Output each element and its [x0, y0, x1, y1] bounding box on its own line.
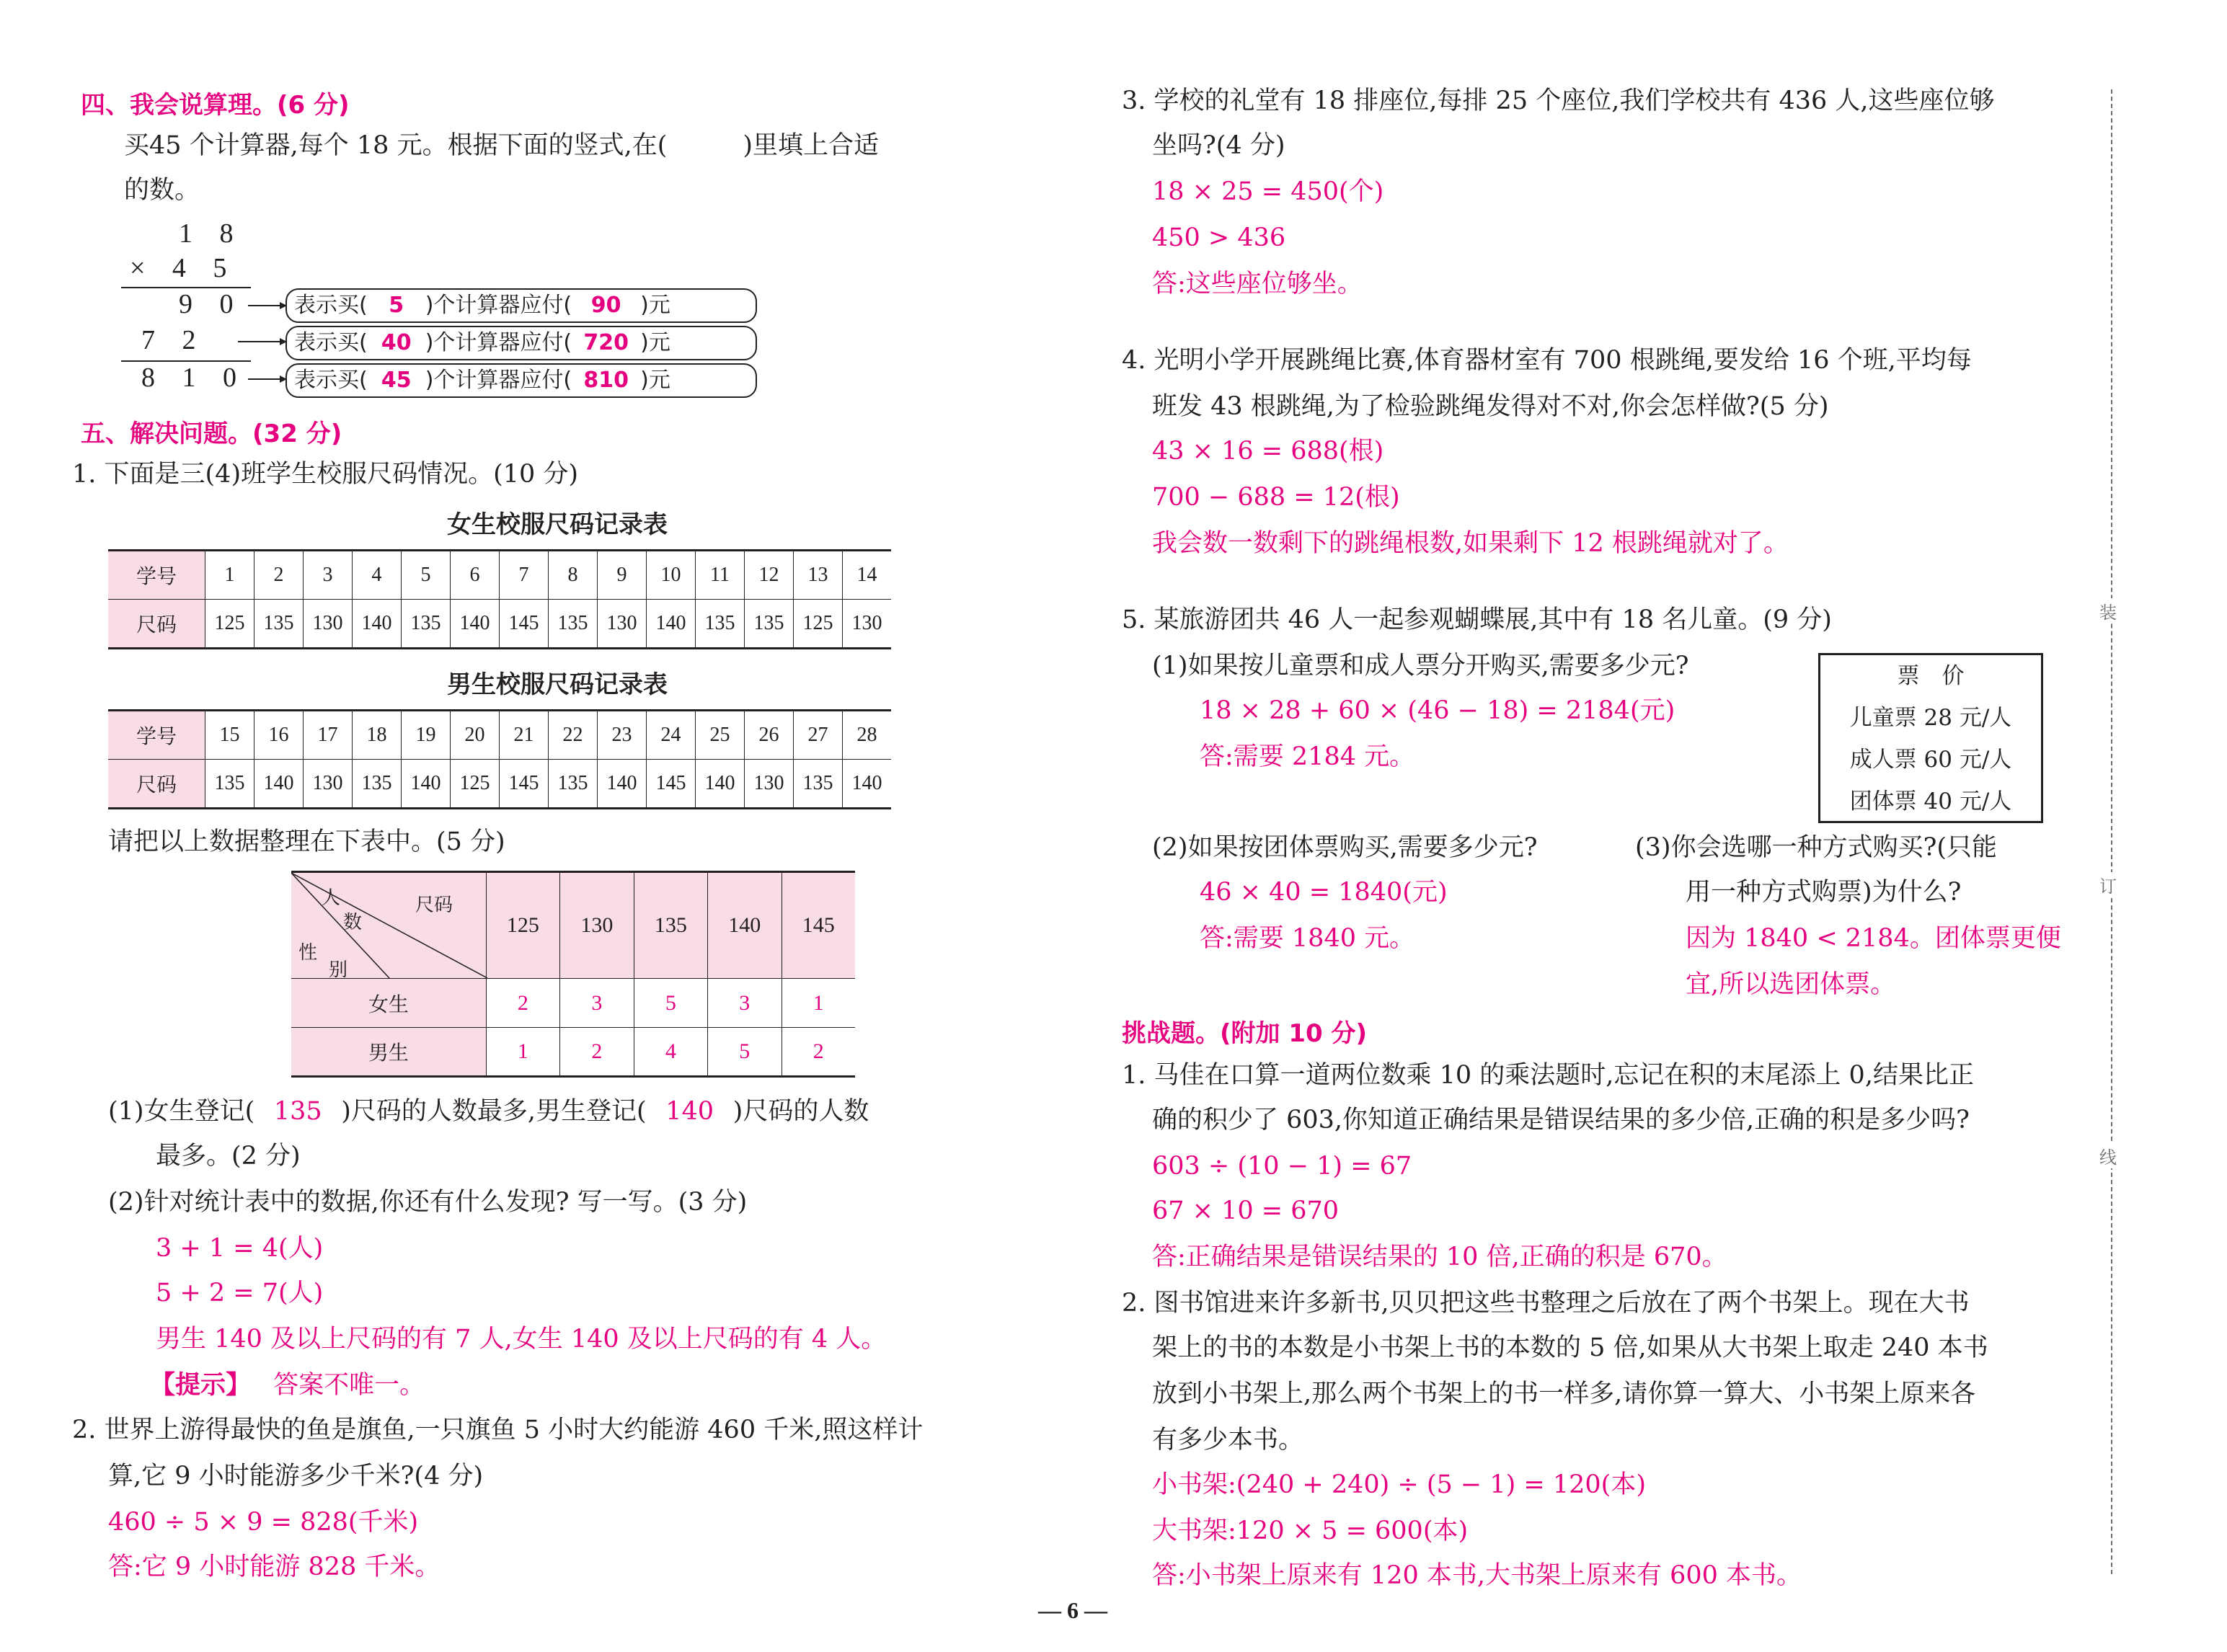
boys-table-title: 男生校服尺码记录表	[447, 670, 668, 699]
box-label: )个计算器应付(	[425, 330, 572, 355]
box-answer-qty: 5	[389, 293, 404, 318]
vert-row-5: 8 1 0	[141, 363, 247, 393]
table-cell: 140	[401, 760, 450, 809]
table-cell: 2	[254, 551, 303, 600]
table-row	[108, 711, 891, 760]
q5-1-answer-1: 18 × 28 + 60 × (46 − 18) = 2184(元)	[1200, 696, 1675, 725]
q1-1-text-cont: 最多。(2 分)	[156, 1142, 301, 1171]
s4-text-line1: 买45 个计算器,每个 18 元。根据下面的竖式,在( )里填上合适	[124, 131, 880, 160]
s4-text-line2: 的数。	[124, 176, 200, 205]
challenge-title: 挑战题。(附加 10 分)	[1122, 1019, 1368, 1048]
table-cell: 135	[793, 760, 842, 809]
table-cell: 130	[597, 600, 646, 649]
table-cell: 125	[205, 600, 254, 649]
q1-2-answer-2: 5 + 2 = 7(人)	[156, 1279, 324, 1307]
price-adult: 成人票 60 元/人	[1849, 747, 2012, 773]
table-cell: 135	[254, 600, 303, 649]
table-cell: 4	[634, 1028, 707, 1077]
table-cell: 130	[744, 760, 793, 809]
box-answer-qty: 40	[381, 330, 412, 355]
diagonal-lines	[291, 873, 487, 978]
table-cell: 145	[646, 760, 695, 809]
row-header: 学号	[108, 711, 205, 760]
c1-answer-1: 603 ÷ (10 − 1) = 67	[1152, 1152, 1412, 1181]
table-cell: 24	[646, 711, 695, 760]
table-cell: 12	[744, 551, 793, 600]
q3-text-line1: 3. 学校的礼堂有 18 排座位,每排 25 个座位,我们学校共有 436 人,这些座位够	[1122, 86, 1995, 115]
binding-dashed-line	[2111, 89, 2112, 1574]
size-header: 125	[486, 872, 559, 979]
q5-3-answer-2: 宜,所以选团体票。	[1686, 970, 1896, 999]
answer-box-3	[285, 363, 757, 398]
row-header: 女生	[291, 979, 486, 1028]
table-cell: 140	[646, 600, 695, 649]
table-cell: 135	[352, 760, 401, 809]
row-header: 尺码	[108, 760, 205, 809]
q2-answer-2: 答:它 9 小时能游 828 千米。	[108, 1553, 440, 1581]
q1-1-part: )尺码的人数最多,男生登记(	[341, 1097, 647, 1126]
margin-char-2: 订	[2099, 872, 2117, 897]
table-cell: 125	[450, 760, 499, 809]
c1-text-line2: 确的积少了 603,你知道正确结果是错误结果的多少倍,正确的积是多少吗?	[1152, 1106, 1970, 1134]
table-cell: 130	[303, 760, 352, 809]
q4-answer-3: 我会数一数剩下的跳绳根数,如果剩下 12 根跳绳就对了。	[1152, 529, 1789, 558]
q1-2-answer-1: 3 + 1 = 4(人)	[156, 1234, 324, 1263]
table-cell: 135	[548, 600, 597, 649]
table-cell: 25	[695, 711, 744, 760]
box-label: )元	[640, 368, 670, 393]
size-header: 130	[560, 872, 634, 979]
price-group: 团体票 40 元/人	[1849, 789, 2012, 814]
header-label-size: 尺码	[415, 894, 453, 916]
q1-1-part: (1)女生登记(	[108, 1097, 255, 1126]
q5-text: 5. 某旅游团共 46 人一起参观蝴蝶展,其中有 18 名儿童。(9 分)	[1122, 605, 1832, 634]
box-answer-qty: 45	[381, 368, 412, 393]
q4-answer-1: 43 × 16 = 688(根)	[1152, 437, 1384, 466]
section-4-title: 四、我会说算理。(6 分)	[81, 91, 350, 120]
q5-2-text: (2)如果按团体票购买,需要多少元?	[1152, 833, 1538, 862]
table-cell: 140	[352, 600, 401, 649]
q5-2-answer-2: 答:需要 1840 元。	[1200, 924, 1415, 953]
q5-1-answer-2: 答:需要 2184 元。	[1200, 742, 1415, 771]
q1-text: 1. 下面是三(4)班学生校服尺码情况。(10 分)	[72, 460, 579, 489]
q5-3-text-line1: (3)你会选哪一种方式购买?(只能	[1635, 833, 1997, 862]
price-child: 儿童票 28 元/人	[1849, 705, 2012, 731]
table-row	[108, 600, 891, 649]
q3-answer-3: 答:这些座位够坐。	[1152, 270, 1363, 298]
table-cell: 15	[205, 711, 254, 760]
table-cell: 4	[352, 551, 401, 600]
box-label: )个计算器应付(	[425, 368, 572, 393]
q4-answer-2: 700 − 688 = 12(根)	[1152, 483, 1400, 512]
table-cell: 2	[486, 979, 559, 1028]
q5-2-answer-1: 46 × 40 = 1840(元)	[1200, 878, 1448, 907]
c2-text-line2: 架上的书的本数是小书架上书的本数的 5 倍,如果从大书架上取走 240 本书	[1152, 1333, 1988, 1362]
table-row	[291, 979, 855, 1028]
girls-size-table	[108, 549, 891, 649]
table-cell: 27	[793, 711, 842, 760]
header-label-sex: 性	[298, 942, 318, 964]
box-answer-cost: 90	[590, 293, 621, 318]
table-row	[291, 872, 855, 979]
table-cell: 3	[303, 551, 352, 600]
table-cell: 130	[303, 600, 352, 649]
q2-text-line2: 算,它 9 小时能游多少千米?(4 分)	[108, 1462, 484, 1491]
ticket-price-box	[1818, 653, 2043, 823]
table-cell: 135	[548, 760, 597, 809]
table-cell: 130	[842, 600, 891, 649]
table-cell: 21	[499, 711, 548, 760]
table-row	[108, 551, 891, 600]
q1-2-text: (2)针对统计表中的数据,你还有什么发现? 写一写。(3 分)	[108, 1188, 748, 1217]
organize-instruction: 请把以上数据整理在下表中。(5 分)	[108, 827, 505, 856]
box-label: )个计算器应付(	[425, 293, 572, 318]
q1-1-text	[108, 1096, 869, 1127]
section-5-title: 五、解决问题。(32 分)	[81, 419, 342, 448]
size-header: 145	[782, 872, 855, 979]
row-header: 男生	[291, 1028, 486, 1077]
box-label: )元	[640, 293, 670, 318]
q4-text-line1: 4. 光明小学开展跳绳比赛,体育器材室有 700 根跳绳,要发给 16 个班,平均每	[1122, 346, 1972, 375]
table-cell: 135	[205, 760, 254, 809]
table-cell: 125	[793, 600, 842, 649]
table-cell: 16	[254, 711, 303, 760]
table-cell: 5	[708, 1028, 782, 1077]
table-cell: 14	[842, 551, 891, 600]
q2-text-line1: 2. 世界上游得最快的鱼是旗鱼,一只旗鱼 5 小时大约能游 460 千米,照这样计	[72, 1416, 924, 1444]
row-header: 尺码	[108, 600, 205, 649]
vert-row-3: 9 0	[179, 289, 244, 319]
q1-2-answer-3: 男生 140 及以上尺码的有 7 人,女生 140 及以上尺码的有 4 人。	[156, 1325, 887, 1354]
table-cell: 3	[560, 979, 634, 1028]
hint-text: 答案不唯一。	[273, 1371, 425, 1400]
diagonal-header-cell	[291, 872, 486, 979]
table-cell: 1	[486, 1028, 559, 1077]
q4-text-line2: 班发 43 根跳绳,为了检验跳绳发得对不对,你会怎样做?(5 分)	[1152, 392, 1829, 421]
table-cell: 145	[499, 600, 548, 649]
table-cell: 10	[646, 551, 695, 600]
c2-text-line1: 2. 图书馆进来许多新书,贝贝把这些书整理之后放在了两个书架上。现在大书	[1122, 1289, 1970, 1318]
girls-table-title: 女生校服尺码记录表	[447, 510, 668, 539]
c1-text-line1: 1. 马佳在口算一道两位数乘 10 的乘法题时,忘记在积的末尾添上 0,结果比正	[1122, 1061, 1974, 1090]
q3-answer-1: 18 × 25 = 450(个)	[1152, 177, 1384, 206]
table-cell: 135	[401, 600, 450, 649]
c2-text-line4: 有多少本书。	[1152, 1426, 1304, 1455]
table-cell: 23	[597, 711, 646, 760]
box-label: )元	[640, 330, 670, 355]
row-header: 学号	[108, 551, 205, 600]
table-cell: 6	[450, 551, 499, 600]
table-cell: 19	[401, 711, 450, 760]
table-cell: 140	[254, 760, 303, 809]
q2-answer-1: 460 ÷ 5 × 9 = 828(千米)	[108, 1508, 419, 1537]
table-cell: 8	[548, 551, 597, 600]
header-label-count: 数	[343, 912, 363, 933]
box-label: 表示买(	[294, 330, 368, 355]
box-answer-cost: 720	[583, 330, 629, 355]
q3-text-line2: 坐吗?(4 分)	[1152, 131, 1285, 160]
size-header: 140	[708, 872, 782, 979]
c2-answer-3: 答:小书架上原来有 120 本书,大书架上原来有 600 本书。	[1152, 1561, 1802, 1590]
table-row	[108, 760, 891, 809]
table-cell: 17	[303, 711, 352, 760]
table-cell: 11	[695, 551, 744, 600]
price-title: 票 价	[1897, 663, 1965, 689]
c2-text-line3: 放到小书架上,那么两个书架上的书一样多,请你算一算大、小书架上原来各	[1152, 1380, 1976, 1408]
q5-1-text: (1)如果按儿童票和成人票分开购买,需要多少元?	[1152, 652, 1689, 680]
q3-answer-2: 450 > 436	[1152, 223, 1286, 252]
c2-answer-2: 大书架:120 × 5 = 600(本)	[1152, 1516, 1469, 1545]
table-cell: 18	[352, 711, 401, 760]
size-header: 135	[634, 872, 707, 979]
box-answer-cost: 810	[583, 368, 629, 393]
margin-char-1: 装	[2099, 598, 2117, 623]
answer-box-2	[285, 326, 757, 360]
boys-size-table	[108, 709, 891, 809]
c1-answer-3: 答:正确结果是错误结果的 10 倍,正确的积是 670。	[1152, 1243, 1727, 1271]
vert-row-4: 7 2	[141, 325, 206, 355]
table-cell: 26	[744, 711, 793, 760]
header-label-gender: 别	[329, 959, 348, 981]
page-number: — 6 —	[1038, 1597, 1107, 1623]
vert-row-1: 1 8	[179, 218, 244, 249]
c2-answer-1: 小书架:(240 + 240) ÷ (5 − 1) = 120(本)	[1152, 1470, 1646, 1499]
answer-box-1	[285, 288, 757, 323]
q1-1-part: )尺码的人数	[732, 1097, 869, 1126]
table-cell: 1	[205, 551, 254, 600]
table-cell: 9	[597, 551, 646, 600]
table-cell: 140	[597, 760, 646, 809]
header-label-people: 人	[322, 887, 341, 909]
table-cell: 145	[499, 760, 548, 809]
q5-3-text-line2: 用一种方式购票)为什么?	[1686, 878, 1962, 907]
table-cell: 3	[708, 979, 782, 1028]
hint-label: 【提示】	[150, 1371, 252, 1400]
table-cell: 1	[782, 979, 855, 1028]
table-cell: 5	[634, 979, 707, 1028]
table-cell: 28	[842, 711, 891, 760]
table-cell: 140	[695, 760, 744, 809]
c1-answer-2: 67 × 10 = 670	[1152, 1196, 1340, 1225]
hint-line	[150, 1369, 425, 1401]
table-cell: 135	[744, 600, 793, 649]
box-label: 表示买(	[294, 368, 368, 393]
arrow-lines	[238, 288, 288, 404]
table-cell: 140	[450, 600, 499, 649]
table-cell: 5	[401, 551, 450, 600]
margin-char-3: 线	[2099, 1143, 2117, 1168]
q1-1-answer-girls: 135	[273, 1097, 322, 1126]
table-cell: 135	[695, 600, 744, 649]
table-row	[291, 1028, 855, 1077]
q5-3-answer-1: 因为 1840 < 2184。团体票更便	[1686, 924, 2061, 953]
q1-1-answer-boys: 140	[665, 1097, 714, 1126]
table-cell: 20	[450, 711, 499, 760]
box-label: 表示买(	[294, 293, 368, 318]
table-cell: 7	[499, 551, 548, 600]
table-cell: 2	[560, 1028, 634, 1077]
summary-table	[291, 871, 855, 1078]
table-cell: 22	[548, 711, 597, 760]
table-cell: 2	[782, 1028, 855, 1077]
table-cell: 13	[793, 551, 842, 600]
table-cell: 140	[842, 760, 891, 809]
vert-row-2: × 4 5	[130, 253, 237, 283]
